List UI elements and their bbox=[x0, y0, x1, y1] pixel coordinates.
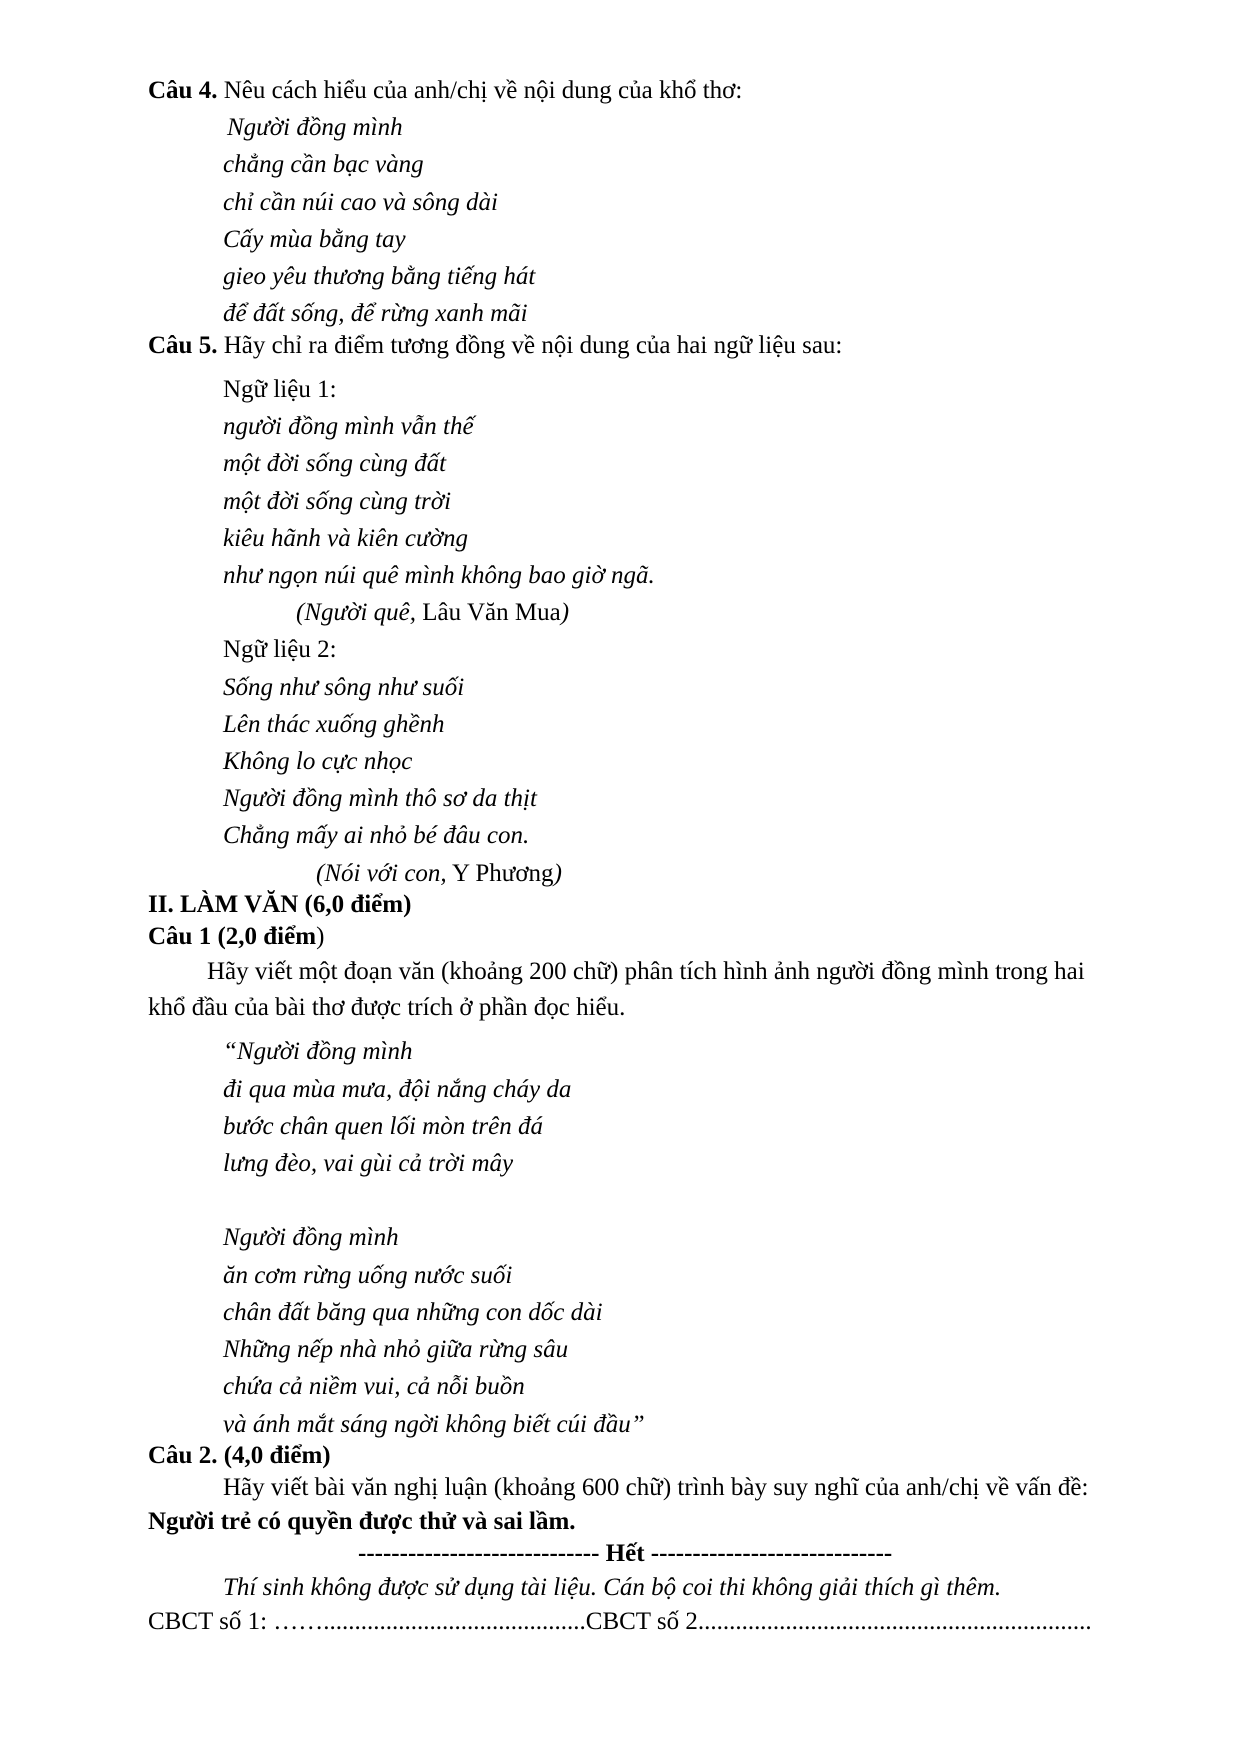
question-4 bbox=[148, 76, 742, 106]
question-2-topic: Người trẻ có quyền được thử và sai lầm. bbox=[148, 1508, 576, 1535]
question-1-prompt-line: khổ đầu của bài thơ được trích ở phần đọc hiểu. bbox=[148, 994, 626, 1021]
question-2-heading: Câu 2. (4,0 điểm) bbox=[148, 1442, 331, 1469]
excerpt-line: chân đất băng qua những con dốc dài bbox=[223, 1299, 603, 1326]
source-2-line: Người đồng mình thô sơ da thịt bbox=[223, 785, 537, 812]
question-1-heading-text: Câu 1 (2,0 điểm bbox=[148, 923, 317, 950]
source-1-close: ) bbox=[560, 599, 570, 626]
excerpt-line: và ánh mắt sáng ngời không biết cúi đầu” bbox=[223, 1411, 645, 1438]
question-5 bbox=[148, 331, 842, 361]
poem-line: chẳng cần bạc vàng bbox=[223, 151, 424, 178]
source-1-line: kiêu hãnh và kiên cường bbox=[223, 525, 468, 552]
source-1-line: người đồng mình vẫn thế bbox=[223, 413, 474, 440]
source-1-line: một đời sống cùng đất bbox=[223, 450, 447, 477]
question-5-label: Câu 5. bbox=[148, 332, 218, 359]
poem-line: để đất sống, để rừng xanh mãi bbox=[223, 300, 528, 327]
exam-note: Thí sinh không được sử dụng tài liệu. Cán bộ coi thi không giải thích gì thêm. bbox=[223, 1574, 1002, 1601]
source-1-line: một đời sống cùng trời bbox=[223, 488, 452, 515]
question-4-text: Nêu cách hiểu của anh/chị về nội dung của khổ thơ: bbox=[217, 77, 743, 104]
source-2-line: Chẳng mấy ai nhỏ bé đâu con. bbox=[223, 822, 530, 849]
source-2-close: ) bbox=[553, 860, 562, 887]
poem-line: Cấy mùa bằng tay bbox=[223, 226, 406, 253]
poem-line: chỉ cần núi cao và sông dài bbox=[223, 189, 498, 216]
excerpt-line: lưng đèo, vai gùi cả trời mây bbox=[223, 1150, 514, 1177]
question-5-text: Hãy chỉ ra điểm tương đồng về nội dung của hai ngữ liệu sau: bbox=[217, 332, 843, 359]
excerpt-line: chứa cả niềm vui, cả nỗi buồn bbox=[223, 1373, 525, 1400]
excerpt-line: bước chân quen lối mòn trên đá bbox=[223, 1113, 543, 1140]
excerpt-line: đi qua mùa mưa, đội nắng cháy da bbox=[223, 1076, 572, 1103]
question-1-heading-close: ) bbox=[316, 923, 325, 950]
poem-line: gieo yêu thương bằng tiếng hát bbox=[223, 263, 536, 290]
excerpt-line: Người đồng mình bbox=[223, 1224, 399, 1251]
question-4-label: Câu 4. bbox=[148, 77, 218, 104]
source-2-line: Không lo cực nhọc bbox=[223, 748, 413, 775]
source-2-line: Sống như sông như suối bbox=[223, 674, 465, 701]
end-mark: ----------------------------- Hết ----------------------------- bbox=[358, 1540, 893, 1567]
source-1-heading: Ngữ liệu 1: bbox=[223, 376, 337, 403]
excerpt-line: “Người đồng mình bbox=[223, 1038, 413, 1065]
source-2-citation bbox=[316, 859, 562, 889]
source-2-author: Y Phương bbox=[446, 860, 554, 887]
poem-line: Người đồng mình bbox=[227, 114, 403, 141]
source-1-author: Lâu Văn Mua bbox=[416, 599, 561, 626]
source-1-work: (Người quê, bbox=[296, 599, 417, 626]
source-2-heading: Ngữ liệu 2: bbox=[223, 636, 337, 663]
source-1-citation bbox=[296, 598, 569, 628]
excerpt-line: Những nếp nhà nhỏ giữa rừng sâu bbox=[223, 1336, 569, 1363]
section-heading: II. LÀM VĂN (6,0 điểm) bbox=[148, 891, 412, 918]
source-2-line: Lên thác xuống ghềnh bbox=[223, 711, 445, 738]
source-2-work: (Nói với con, bbox=[316, 860, 447, 887]
source-1-line: như ngọn núi quê mình không bao giờ ngã. bbox=[223, 562, 655, 589]
proctor-signature-line: CBCT số 1: ……..........................................CBCT số 2............................................................... bbox=[148, 1608, 1092, 1635]
question-1-prompt-line: Hãy viết một đoạn văn (khoảng 200 chữ) phân tích hình ảnh người đồng mình trong hai bbox=[207, 958, 1085, 985]
excerpt-line: ăn cơm rừng uống nước suối bbox=[223, 1262, 513, 1289]
question-1-heading bbox=[148, 922, 324, 952]
question-2-prompt-line: Hãy viết bài văn nghị luận (khoảng 600 chữ) trình bày suy nghĩ của anh/chị về vấn đề: bbox=[223, 1474, 1089, 1501]
